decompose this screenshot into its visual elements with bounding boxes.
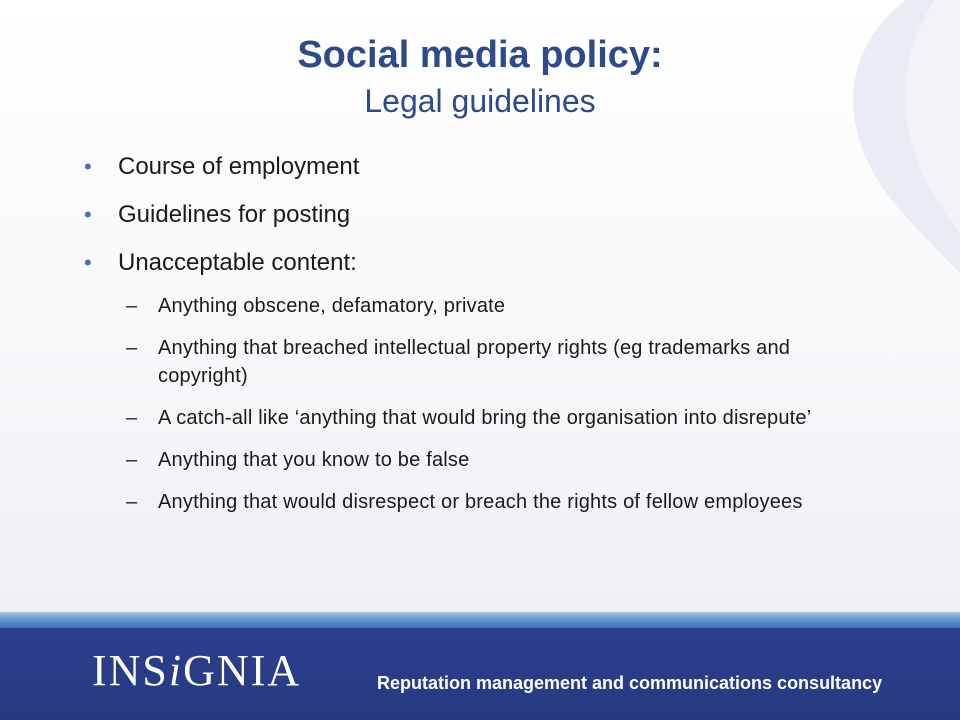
footer-bar — [0, 628, 960, 720]
sub-bullet-item — [82, 446, 882, 474]
sub-bullet-item — [82, 404, 882, 432]
dash-icon: – — [126, 491, 138, 513]
bullet-text: Guidelines for posting — [118, 201, 351, 228]
sub-bullet-text: Anything obscene, defamatory, private — [158, 295, 506, 317]
bullet-dot-icon: • — [84, 202, 92, 227]
bullet-text: Course of employment — [118, 153, 360, 180]
slide-subtitle: Legal guidelines — [364, 83, 596, 119]
dash-icon: – — [126, 337, 138, 359]
sub-bullet-list — [82, 292, 882, 516]
slide-title-block — [0, 30, 960, 122]
bullet-list — [82, 152, 882, 530]
dash-icon: – — [126, 449, 138, 471]
slide-title: Social media policy: — [297, 34, 663, 76]
logo-text-italic: i — [168, 646, 184, 695]
bullet-dot-icon: • — [84, 250, 92, 275]
sub-bullet-item — [82, 488, 882, 516]
dash-icon: – — [126, 295, 138, 317]
sub-bullet-item — [82, 334, 882, 390]
bullet-item — [82, 200, 882, 230]
sub-bullet-text: Anything that breached intellectual property rights (eg trademarks and copyright) — [158, 337, 791, 387]
insignia-logo — [92, 646, 301, 696]
sub-bullet-item — [82, 292, 882, 320]
sub-bullet-text: Anything that would disrespect or breach the rights of fellow employees — [158, 491, 803, 513]
bullet-item — [82, 248, 882, 278]
logo-text-part2: GNIA — [183, 646, 302, 695]
dash-icon: – — [126, 407, 138, 429]
footer-tagline: Reputation management and communications consultancy — [377, 673, 883, 693]
footer-divider-strip — [0, 612, 960, 628]
bullet-text: Unacceptable content: — [118, 249, 357, 276]
sub-bullet-text: Anything that you know to be false — [158, 449, 470, 471]
logo-text-part1: INS — [92, 646, 169, 695]
sub-bullet-text: A catch-all like ‘anything that would bring the organisation into disrepute’ — [158, 407, 812, 429]
bullet-dot-icon: • — [84, 154, 92, 179]
bullet-item — [82, 152, 882, 182]
